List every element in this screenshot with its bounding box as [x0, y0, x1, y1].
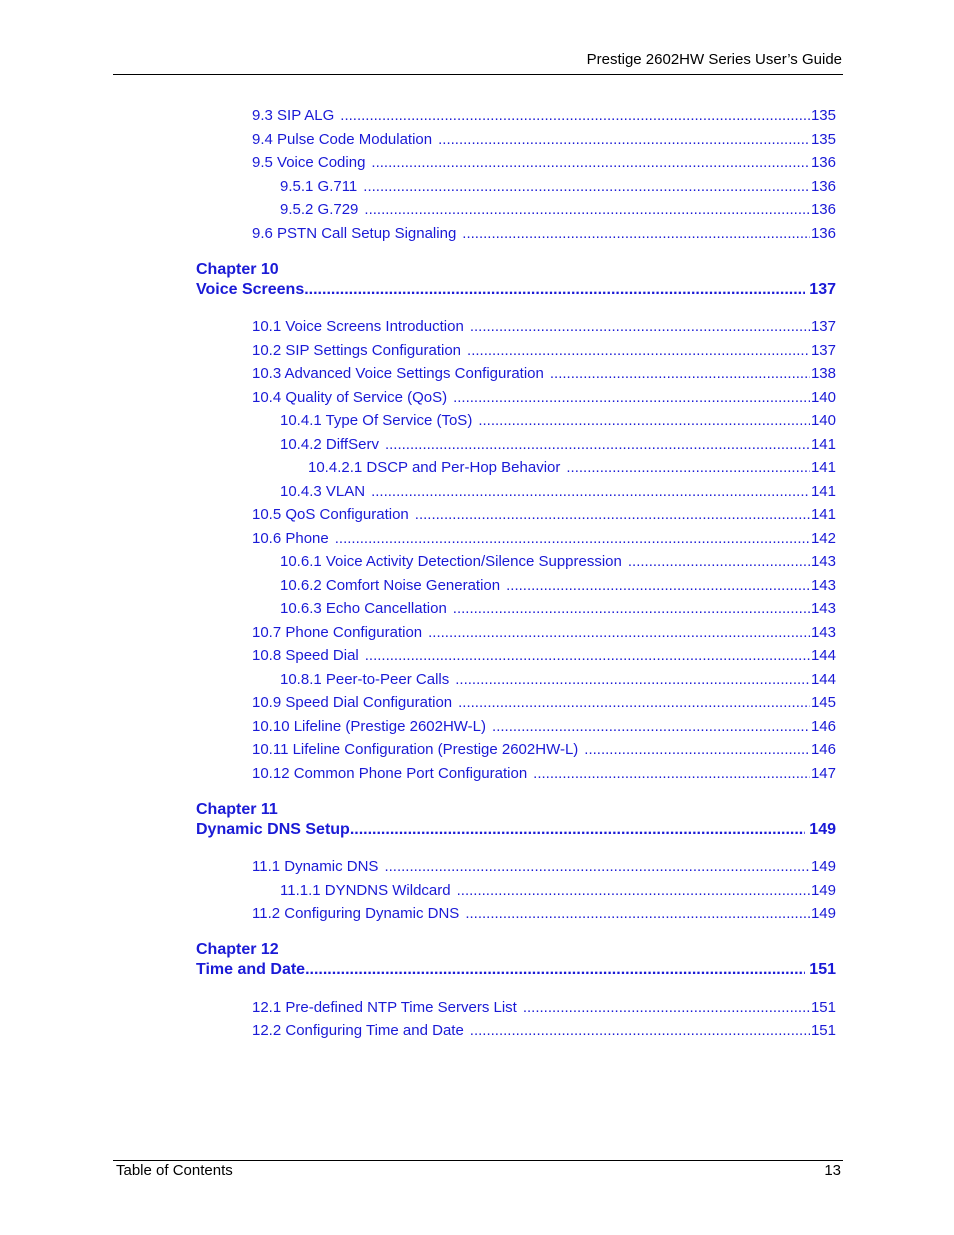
toc-entry-page: 136	[810, 201, 836, 218]
toc-leader-dots	[523, 999, 810, 1016]
toc-leader-dots	[465, 905, 810, 922]
toc-entry-page: 145	[810, 694, 836, 711]
toc-entry-page: 146	[810, 741, 836, 758]
chapter-page: 137	[809, 280, 836, 298]
toc-entry[interactable]	[280, 436, 836, 456]
toc-entry-title: 10.8.1 Peer-to-Peer Calls	[280, 670, 450, 688]
toc-entry-title: 10.5 QoS Configuration	[252, 506, 409, 523]
toc-entry-page: 143	[810, 576, 836, 594]
toc-leader-dots	[492, 718, 810, 735]
toc-entry-page: 143	[810, 600, 836, 617]
toc-entry-title: 9.4 Pulse Code Modulation	[252, 130, 433, 148]
toc-entry[interactable]	[252, 741, 836, 761]
toc-entry-page: 141	[810, 506, 836, 523]
toc-entry[interactable]	[252, 342, 836, 362]
toc-entry-title: 10.4.2.1 DSCP and Per-Hop Behavior	[308, 459, 561, 476]
toc-entry-title: 9.6 PSTN Call Setup Signaling	[252, 224, 457, 242]
toc-entry-title: 10.6 Phone	[252, 529, 329, 547]
toc-leader-dots	[584, 741, 810, 758]
toc-entry-page: 141	[810, 482, 836, 500]
toc-leader-dots	[335, 530, 810, 547]
toc-leader-dots	[371, 154, 810, 171]
toc-leader-dots	[457, 882, 810, 899]
toc-entry-title: 10.4.3 VLAN	[280, 482, 366, 500]
toc-entry-page: 138	[810, 365, 836, 382]
chapter-page: 151	[809, 961, 836, 978]
toc-entry-page: 147	[810, 764, 836, 782]
toc-leader-dots	[455, 671, 810, 688]
toc-entry[interactable]	[308, 459, 836, 479]
toc-entry[interactable]	[252, 131, 836, 151]
toc-entry[interactable]	[252, 718, 836, 738]
toc-leader-dots	[428, 624, 810, 641]
toc-entry[interactable]	[280, 483, 836, 503]
toc-entry[interactable]	[280, 671, 836, 691]
toc-entry-page: 137	[810, 341, 836, 359]
toc-entry-title: 10.10 Lifeline (Prestige 2602HW-L)	[252, 717, 487, 735]
toc-entry-page: 140	[810, 388, 836, 406]
toc-entry[interactable]	[280, 178, 836, 198]
toc-entry[interactable]	[252, 154, 836, 174]
chapter-title-entry[interactable]	[196, 961, 836, 981]
toc-entry-page: 149	[810, 905, 836, 922]
toc-leader-dots	[453, 389, 810, 406]
toc-entry-title: 10.4.2 DiffServ	[280, 435, 379, 453]
toc-entry-title: 9.5 Voice Coding	[252, 154, 366, 171]
toc-entry-page: 135	[810, 130, 836, 148]
toc-entry[interactable]	[280, 882, 836, 902]
toc-entry-title: 9.3 SIP ALG	[252, 107, 335, 124]
toc-entry-title: 10.6.3 Echo Cancellation	[280, 600, 447, 617]
toc-entry[interactable]	[280, 600, 836, 620]
toc-entry[interactable]	[252, 647, 836, 667]
toc-leader-dots	[415, 506, 810, 523]
toc-entry-title: 10.6.1 Voice Activity Detection/Silence Suppression	[280, 553, 622, 570]
toc-entry[interactable]	[252, 530, 836, 550]
toc-entry[interactable]	[252, 389, 836, 409]
toc-entry[interactable]	[280, 412, 836, 432]
chapter-title: Voice Screens	[196, 280, 305, 298]
toc-entry[interactable]	[280, 201, 836, 221]
toc-entry-page: 135	[810, 107, 836, 124]
toc-entry-title: 10.4.1 Type Of Service (ToS)	[280, 412, 473, 429]
toc-leader-dots	[304, 281, 805, 299]
toc-leader-dots	[453, 600, 810, 617]
toc-entry-title: 9.5.2 G.729	[280, 201, 359, 218]
toc-leader-dots	[438, 131, 810, 148]
toc-leader-dots	[305, 961, 805, 979]
chapter-title-entry[interactable]	[196, 281, 836, 301]
toc-entry-title: 12.1 Pre-defined NTP Time Servers List	[252, 998, 517, 1016]
toc-leader-dots	[363, 178, 810, 195]
footer-section-label: Table of Contents	[116, 1162, 233, 1179]
toc-entry-title: 11.1 Dynamic DNS	[252, 858, 379, 875]
toc-leader-dots	[470, 318, 810, 335]
toc-leader-dots	[350, 821, 805, 839]
toc-entry-page: 137	[810, 318, 836, 335]
toc-entry-page: 141	[810, 459, 836, 476]
chapter-number[interactable]: Chapter 10	[196, 260, 279, 278]
toc-entry[interactable]	[252, 858, 836, 878]
toc-entry-page: 146	[810, 717, 836, 735]
toc-leader-dots	[462, 225, 810, 242]
toc-leader-dots	[364, 201, 810, 218]
toc-leader-dots	[506, 577, 810, 594]
toc-entry[interactable]	[252, 694, 836, 714]
toc-entry-title: 10.1 Voice Screens Introduction	[252, 318, 464, 335]
toc-entry[interactable]	[252, 624, 836, 644]
toc-entry-title: 10.3 Advanced Voice Settings Configuration	[252, 365, 544, 382]
toc-entry-title: 10.11 Lifeline Configuration (Prestige 2602HW-L)	[252, 741, 579, 758]
toc-entry-page: 141	[810, 435, 836, 453]
toc-entry-title: 10.6.2 Comfort Noise Generation	[280, 576, 501, 594]
toc-leader-dots	[470, 1022, 810, 1039]
toc-entry-title: 10.12 Common Phone Port Configuration	[252, 764, 528, 782]
toc-leader-dots	[458, 694, 810, 711]
footer-rule	[113, 1160, 843, 1161]
chapter-title: Dynamic DNS Setup	[196, 820, 350, 838]
toc-entry-page: 143	[810, 553, 836, 570]
toc-leader-dots	[385, 436, 810, 453]
toc-entry[interactable]	[252, 107, 836, 127]
toc-entry[interactable]	[252, 506, 836, 526]
chapter-number[interactable]: Chapter 11	[196, 800, 278, 818]
toc-leader-dots	[365, 647, 810, 664]
toc-entry-page: 140	[810, 412, 836, 429]
toc-leader-dots	[384, 858, 810, 875]
toc-entry-title: 10.2 SIP Settings Configuration	[252, 341, 462, 359]
document-title: Prestige 2602HW Series User’s Guide	[586, 51, 842, 68]
toc-leader-dots	[340, 107, 810, 124]
toc-leader-dots	[371, 483, 810, 500]
toc-entry[interactable]	[252, 765, 836, 785]
footer-page-number: 13	[824, 1162, 841, 1179]
toc-entry-page: 136	[810, 224, 836, 242]
toc-entry-title: 10.7 Phone Configuration	[252, 623, 423, 641]
toc-leader-dots	[628, 553, 810, 570]
toc-entry[interactable]	[252, 365, 836, 385]
toc-entry-title: 10.8 Speed Dial	[252, 647, 359, 664]
toc-entry[interactable]	[252, 318, 836, 338]
toc-entry-page: 151	[810, 998, 836, 1016]
toc-leader-dots	[467, 342, 810, 359]
toc-entry-page: 149	[810, 881, 836, 899]
chapter-title-entry[interactable]	[196, 821, 836, 841]
toc-entry-title: 10.9 Speed Dial Configuration	[252, 694, 453, 711]
toc-entry-page: 143	[810, 623, 836, 641]
toc-entry-title: 10.4 Quality of Service (QoS)	[252, 388, 448, 406]
toc-entry[interactable]	[280, 553, 836, 573]
toc-entry-page: 144	[810, 670, 836, 688]
toc-leader-dots	[478, 412, 810, 429]
toc-entry-page: 151	[810, 1022, 836, 1039]
toc-entry-title: 12.2 Configuring Time and Date	[252, 1022, 464, 1039]
toc-entry-title: 11.2 Configuring Dynamic DNS	[252, 905, 460, 922]
toc-entry[interactable]	[252, 1022, 836, 1042]
chapter-number[interactable]: Chapter 12	[196, 941, 279, 958]
toc-entry[interactable]	[252, 225, 836, 245]
toc-entry-page: 136	[810, 177, 836, 195]
toc-entry-page: 149	[810, 858, 836, 875]
header-rule	[113, 74, 843, 75]
chapter-page: 149	[809, 820, 836, 838]
toc-entry-title: 11.1.1 DYNDNS Wildcard	[280, 881, 451, 899]
toc-leader-dots	[533, 765, 810, 782]
toc-entry[interactable]	[252, 999, 836, 1019]
toc-entry-title: 9.5.1 G.711	[280, 177, 358, 195]
toc-leader-dots	[550, 365, 810, 382]
toc-entry-page: 142	[810, 529, 836, 547]
toc-entry-page: 136	[810, 154, 836, 171]
chapter-title: Time and Date	[196, 961, 306, 978]
toc-entry[interactable]	[252, 905, 836, 925]
toc-leader-dots	[566, 459, 810, 476]
toc-entry-page: 144	[810, 647, 836, 664]
toc-entry[interactable]	[280, 577, 836, 597]
